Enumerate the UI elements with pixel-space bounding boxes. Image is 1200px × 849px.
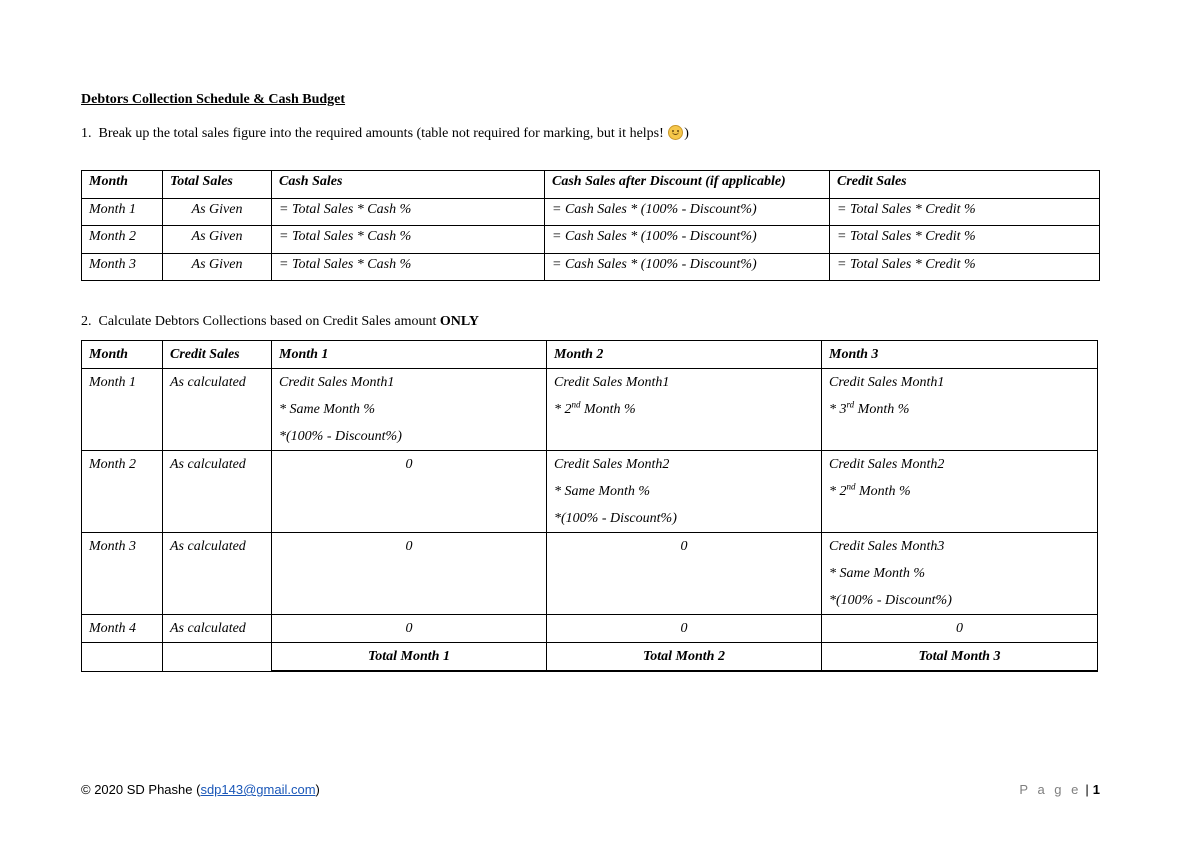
formula-line: Credit Sales Month1 [829, 375, 945, 390]
cell-month: Month 3 [82, 533, 163, 615]
header-month: Month [82, 341, 163, 369]
cell-month-3 [822, 533, 1098, 615]
formula-suffix: Month % [855, 484, 911, 499]
cell-month-1: 0 [272, 451, 547, 533]
formula-line [554, 396, 814, 423]
instruction-1-text: Break up the total sales figure into the required amounts (table not required for marking, but it helps! [98, 126, 664, 141]
formula-suffix: Month % [580, 402, 636, 417]
header-cash-sales: Cash Sales [272, 171, 545, 199]
empty-cell [163, 643, 272, 672]
formula-line [829, 478, 1090, 505]
table-row [82, 369, 1098, 451]
total-month-3: Total Month 3 [822, 643, 1098, 672]
cell-total-sales: As Given [163, 253, 272, 281]
copyright-closing: ) [315, 782, 320, 797]
instruction-2 [81, 314, 479, 330]
cell-month: Month 3 [82, 253, 163, 281]
formula-line: * Same Month % [554, 484, 651, 499]
page-separator: | [1085, 782, 1089, 797]
formula-suffix: Month % [854, 402, 910, 417]
cell-credit-sales: As calculated [163, 533, 272, 615]
formula-line: Credit Sales Month2 [829, 457, 945, 472]
cell-credit-sales: As calculated [163, 451, 272, 533]
cell-credit-sales: = Total Sales * Credit % [830, 198, 1100, 226]
cell-month-1: 0 [272, 533, 547, 615]
sales-breakdown-table [81, 170, 1100, 281]
cell-credit-sales: = Total Sales * Credit % [830, 253, 1100, 281]
cell-total-sales: As Given [163, 226, 272, 254]
table-header-row [82, 171, 1100, 199]
header-month-2: Month 2 [547, 341, 822, 369]
table-row [82, 451, 1098, 533]
cell-month-3 [822, 451, 1098, 533]
formula-prefix: * 3 [829, 402, 847, 417]
cell-cash-sales: = Total Sales * Cash % [272, 198, 545, 226]
document-title: Debtors Collection Schedule & Cash Budget [81, 92, 346, 107]
header-total-sales: Total Sales [163, 171, 272, 199]
cell-month: Month 1 [82, 369, 163, 451]
footer-copyright [81, 782, 320, 797]
footer-page-number [1019, 782, 1100, 797]
empty-cell [82, 643, 163, 672]
ordinal-suffix: nd [846, 481, 856, 492]
table-row [82, 253, 1100, 281]
header-cash-after-discount: Cash Sales after Discount (if applicable) [545, 171, 830, 199]
cell-month-2 [547, 369, 822, 451]
total-month-1: Total Month 1 [272, 643, 547, 672]
email-link[interactable]: sdp143@gmail.com [200, 782, 316, 797]
header-month-3: Month 3 [822, 341, 1098, 369]
instruction-2-emphasis: ONLY [439, 314, 480, 329]
smiley-icon [668, 125, 683, 140]
cell-cash-after-discount: = Cash Sales * (100% - Discount%) [545, 198, 830, 226]
header-credit-sales: Credit Sales [830, 171, 1100, 199]
cell-credit-sales: = Total Sales * Credit % [830, 226, 1100, 254]
instruction-1-closing: ) [684, 126, 689, 141]
table-row [82, 198, 1100, 226]
ordinal-suffix: rd [846, 399, 855, 410]
cell-credit-sales: As calculated [163, 369, 272, 451]
cell-cash-after-discount: = Cash Sales * (100% - Discount%) [545, 253, 830, 281]
cell-month-3 [822, 369, 1098, 451]
total-month-2: Total Month 2 [547, 643, 822, 672]
formula-line: Credit Sales Month1 [279, 375, 395, 390]
formula-line: *(100% - Discount%) [829, 593, 952, 608]
cell-month-1: 0 [272, 615, 547, 643]
formula-prefix: * 2 [554, 402, 572, 417]
table-row [82, 533, 1098, 615]
table-row [82, 615, 1098, 643]
debtors-collection-table [81, 340, 1098, 672]
cell-month: Month 4 [82, 615, 163, 643]
cell-month-2: 0 [547, 615, 822, 643]
page-number: 1 [1092, 782, 1100, 797]
table-header-row [82, 341, 1098, 369]
copyright-text: © 2020 SD Phashe ( [81, 782, 201, 797]
formula-line: * Same Month % [829, 566, 926, 581]
instruction-2-number: 2. [81, 314, 92, 329]
cell-cash-sales: = Total Sales * Cash % [272, 226, 545, 254]
cell-month: Month 2 [82, 226, 163, 254]
formula-line: * Same Month % [279, 402, 376, 417]
header-month-1: Month 1 [272, 341, 547, 369]
formula-line [829, 396, 1090, 423]
ordinal-suffix: nd [571, 399, 581, 410]
totals-row [82, 643, 1098, 672]
instruction-1-number: 1. [81, 126, 92, 141]
cell-month: Month 2 [82, 451, 163, 533]
cell-month-3: 0 [822, 615, 1098, 643]
page-label: P a g e [1019, 782, 1082, 797]
cell-month-1 [272, 369, 547, 451]
formula-line: Credit Sales Month2 [554, 457, 670, 472]
instruction-1 [81, 125, 689, 142]
cell-month: Month 1 [82, 198, 163, 226]
cell-month-2 [547, 451, 822, 533]
cell-credit-sales: As calculated [163, 615, 272, 643]
formula-line: *(100% - Discount%) [279, 429, 402, 444]
formula-prefix: * 2 [829, 484, 847, 499]
cell-cash-sales: = Total Sales * Cash % [272, 253, 545, 281]
formula-line: Credit Sales Month3 [829, 539, 945, 554]
formula-line: *(100% - Discount%) [554, 511, 677, 526]
table-row [82, 226, 1100, 254]
cell-cash-after-discount: = Cash Sales * (100% - Discount%) [545, 226, 830, 254]
header-credit-sales: Credit Sales [163, 341, 272, 369]
cell-month-2: 0 [547, 533, 822, 615]
header-month: Month [82, 171, 163, 199]
formula-line: Credit Sales Month1 [554, 375, 670, 390]
cell-total-sales: As Given [163, 198, 272, 226]
instruction-2-text: Calculate Debtors Collections based on Credit Sales amount [98, 314, 437, 329]
